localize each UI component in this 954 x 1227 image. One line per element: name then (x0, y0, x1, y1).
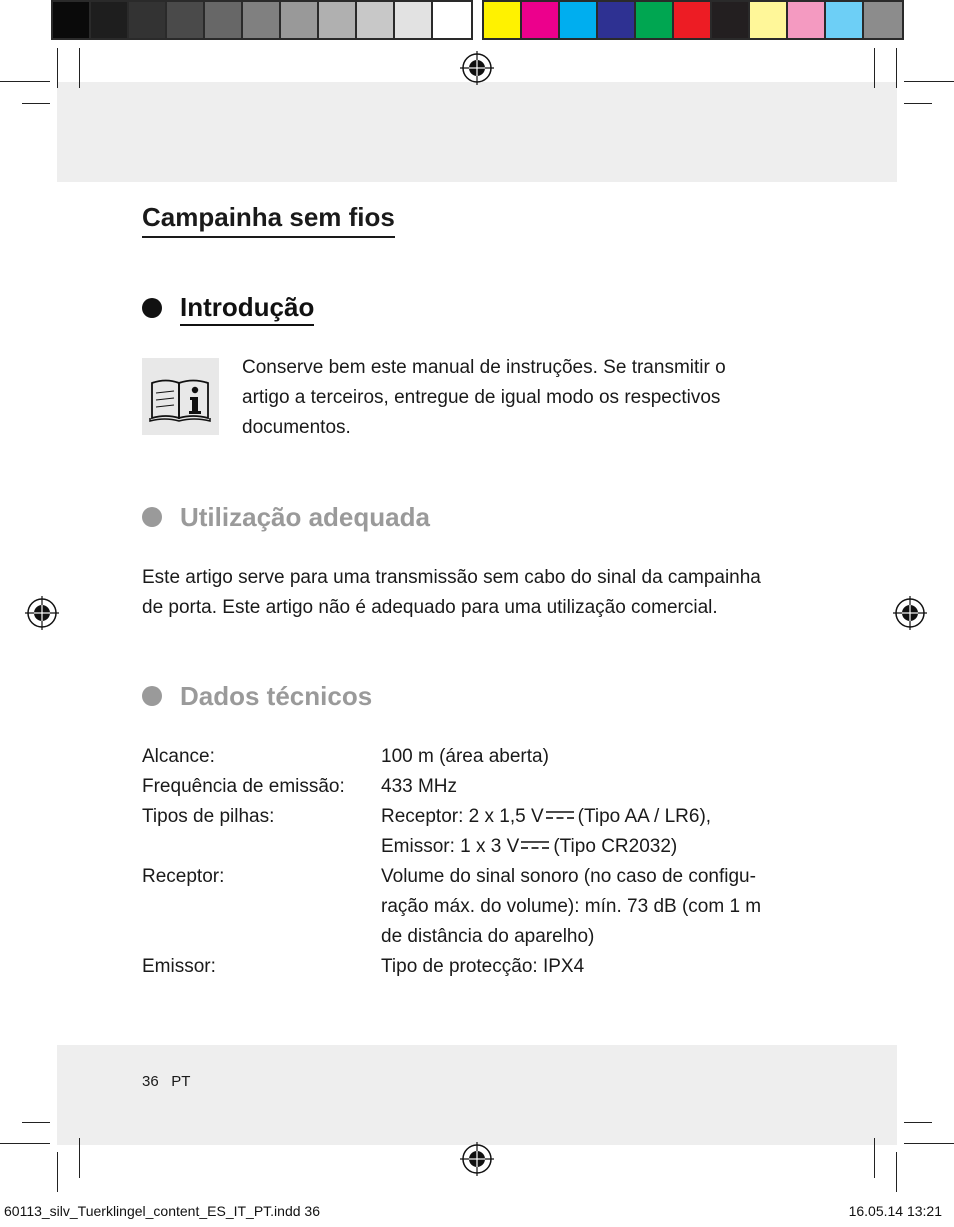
intro-paragraph (242, 353, 842, 443)
page-language: PT (171, 1073, 191, 1090)
battery-emitter-line (381, 832, 822, 862)
color-swatch (712, 2, 750, 38)
text-line: Conserve bem este manual de instruções. Se transmitir o (242, 357, 726, 378)
spec-label: Emissor: (142, 956, 216, 977)
spec-row (142, 772, 822, 802)
section-heading-technical-data (142, 679, 372, 713)
text-line: ração máx. do volume): mín. 73 dB (com 1 m (381, 896, 762, 917)
crop-mark (874, 48, 875, 88)
page-footer (142, 1073, 190, 1090)
spec-text: Emissor: 1 x 3 V (381, 836, 520, 857)
spec-value (381, 862, 822, 952)
text-line: Este artigo serve para uma transmissão sem cabo do sinal da campainha (142, 567, 761, 588)
text-line: de distância do aparelho) (381, 926, 595, 947)
color-swatch (864, 2, 902, 38)
bullet-icon (142, 686, 162, 706)
crop-mark (896, 1152, 897, 1192)
crop-mark (896, 48, 897, 88)
registration-mark-icon (460, 1142, 494, 1176)
color-swatch (281, 2, 319, 38)
crop-mark (22, 1122, 50, 1123)
registration-mark-icon (460, 51, 494, 85)
spec-text: (Tipo CR2032) (553, 836, 678, 857)
spec-label: Frequência de emissão: (142, 776, 345, 797)
spec-label: Alcance: (142, 746, 215, 767)
crop-mark (22, 103, 50, 104)
crop-mark (79, 48, 80, 88)
color-swatch (53, 2, 91, 38)
battery-receiver-line (381, 802, 822, 832)
crop-mark (0, 81, 50, 82)
spec-value: 433 MHz (381, 776, 458, 797)
text-line: documentos. (242, 417, 351, 438)
usage-paragraph (142, 563, 842, 623)
section-heading-intended-use (142, 500, 430, 534)
spec-value: 100 m (área aberta) (381, 746, 549, 767)
section-heading-introduction (142, 290, 314, 326)
color-swatch (91, 2, 129, 38)
color-swatch (788, 2, 826, 38)
spec-table (142, 742, 822, 982)
text-line: Volume do sinal sonoro (no caso de configu- (381, 866, 756, 887)
crop-mark (79, 1138, 80, 1178)
crop-mark (0, 1143, 50, 1144)
color-swatch (750, 2, 788, 38)
header-band (57, 82, 897, 182)
spec-value: Tipo de protecção: IPX4 (381, 956, 585, 977)
section-heading-label: Introdução (180, 290, 314, 326)
grayscale-colorbar (51, 0, 473, 40)
color-swatch (484, 2, 522, 38)
spec-row (142, 802, 822, 862)
color-swatch (319, 2, 357, 38)
crop-mark (904, 103, 932, 104)
crop-mark (904, 1143, 954, 1144)
spec-text: (Tipo AA / LR6), (577, 806, 712, 827)
spec-row (142, 862, 822, 952)
color-swatch (243, 2, 281, 38)
dc-symbol-icon (546, 810, 574, 820)
spec-row (142, 952, 822, 982)
color-swatch (357, 2, 395, 38)
spec-value (381, 802, 822, 862)
color-swatch (395, 2, 433, 38)
text-line: artigo a terceiros, entregue de igual modo os respectivos (242, 387, 721, 408)
spec-label: Tipos de pilhas: (142, 806, 275, 827)
crop-mark (904, 1122, 932, 1123)
spec-label: Receptor: (142, 866, 225, 887)
dc-symbol-icon (521, 840, 549, 850)
slug-timestamp: 16.05.14 13:21 (848, 1203, 942, 1219)
spec-row (142, 742, 822, 772)
color-swatch (598, 2, 636, 38)
color-swatch (205, 2, 243, 38)
bullet-icon (142, 298, 162, 318)
spec-text: Receptor: 2 x 1,5 V (381, 806, 544, 827)
crop-mark (904, 81, 954, 82)
color-swatch (674, 2, 712, 38)
crop-mark (57, 48, 58, 88)
footer-band (57, 1045, 897, 1145)
section-heading-label: Dados técnicos (180, 681, 373, 711)
bullet-icon (142, 507, 162, 527)
crop-mark (874, 1138, 875, 1178)
section-heading-label: Utilização adequada (180, 502, 430, 532)
registration-mark-icon (25, 596, 59, 630)
color-swatch (433, 2, 471, 38)
registration-mark-icon (893, 596, 927, 630)
color-swatch (636, 2, 674, 38)
color-swatch (129, 2, 167, 38)
color-colorbar (482, 0, 904, 40)
crop-mark (57, 1152, 58, 1192)
color-swatch (522, 2, 560, 38)
text-line: de porta. Este artigo não é adequado para uma utilização comercial. (142, 597, 718, 618)
manual-info-icon (142, 358, 219, 435)
color-swatch (826, 2, 864, 38)
color-swatch (560, 2, 598, 38)
page-number: 36 (142, 1073, 159, 1090)
info-box (142, 358, 219, 435)
page-title: Campainha sem fios (142, 200, 395, 238)
color-swatch (167, 2, 205, 38)
slug-filename: 60113_silv_Tuerklingel_content_ES_IT_PT.indd 36 (4, 1203, 320, 1219)
